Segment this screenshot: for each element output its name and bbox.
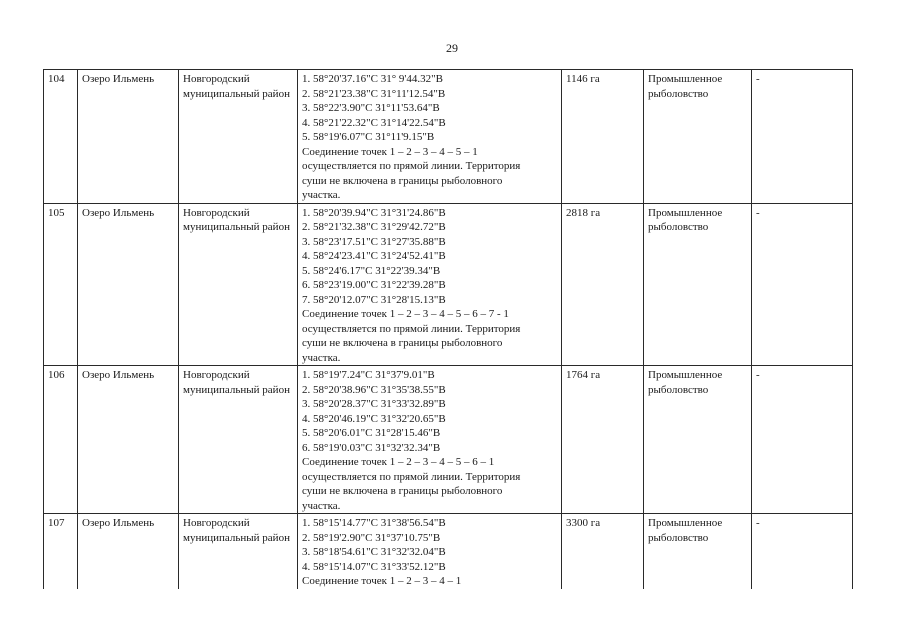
coordinate-point: 5. 58°20'6.01"С 31°28'15.46"В <box>302 427 441 439</box>
coordinate-point: 1. 58°15'14.77"С 31°38'56.54"В <box>302 517 446 529</box>
connection-text: Соединение точек 1 – 2 – 3 – 4 – 5 – 6 – 7 - 1 <box>302 308 509 320</box>
coordinate-point: 3. 58°18'54.61"С 31°32'32.04"В <box>302 546 446 558</box>
district: Новгородский муниципальный район <box>179 203 298 366</box>
coordinate-point: 1. 58°19'7.24"С 31°37'9.01"В <box>302 369 435 381</box>
area: 3300 га <box>562 514 644 589</box>
coordinate-point: 3. 58°23'17.51"С 31°27'35.88"В <box>302 235 446 248</box>
coordinate-point: 2. 58°21'23.38"С 31°11'12.54"В <box>302 87 446 100</box>
coordinate-point: 2. 58°19'2.90"С 31°37'10.75"В <box>302 531 441 544</box>
coordinate-point: 4. 58°24'23.41"С 31°24'52.41"В <box>302 250 446 262</box>
fishing-areas-table <box>43 69 853 589</box>
water-body-name: Озеро Ильмень <box>78 203 179 366</box>
water-body-name: Озеро Ильмень <box>78 366 179 514</box>
connection-text: Соединение точек 1 – 2 – 3 – 4 – 5 – 6 – 1 <box>302 456 495 468</box>
note: - <box>752 366 853 514</box>
note: - <box>752 70 853 204</box>
row-number: 107 <box>44 514 78 589</box>
table-row <box>44 514 853 589</box>
coordinate-point: 1. 58°20'37.16"С 31° 9'44.32"В <box>302 73 443 85</box>
purpose: Промышленное рыболовство <box>644 203 752 366</box>
connection-text: осуществляется по прямой линии. Территория <box>302 322 521 335</box>
row-number: 104 <box>44 70 78 204</box>
purpose: Промышленное рыболовство <box>644 70 752 204</box>
coordinate-point: 4. 58°21'22.32"С 31°14'22.54"В <box>302 116 446 129</box>
coordinates-cell <box>298 514 562 589</box>
connection-text: участка. <box>302 351 341 364</box>
coordinates-cell <box>298 203 562 366</box>
page-number: 29 <box>446 41 458 55</box>
area: 1146 га <box>562 70 644 204</box>
district: Новгородский муниципальный район <box>179 70 298 204</box>
purpose: Промышленное рыболовство <box>644 514 752 589</box>
coordinates-cell <box>298 70 562 204</box>
water-body-name: Озеро Ильмень <box>78 514 179 589</box>
coordinate-point: 2. 58°21'32.38"С 31°29'42.72"В <box>302 221 446 233</box>
connection-text: Соединение точек 1 – 2 – 3 – 4 – 5 – 1 <box>302 145 478 158</box>
area: 1764 га <box>562 366 644 514</box>
coordinate-point: 4. 58°20'46.19"С 31°32'20.65"В <box>302 412 446 425</box>
table-row <box>44 203 853 366</box>
connection-text: осуществляется по прямой линии. Территория <box>302 160 521 172</box>
coordinate-point: 7. 58°20'12.07"С 31°28'15.13"В <box>302 293 446 306</box>
table-row <box>44 366 853 514</box>
coordinate-point: 3. 58°22'3.90"С 31°11'53.64"В <box>302 102 440 114</box>
coordinate-point: 1. 58°20'39.94"С 31°31'24.86"В <box>302 206 446 219</box>
note: - <box>752 514 853 589</box>
coordinates-cell <box>298 366 562 514</box>
connection-text: Соединение точек 1 – 2 – 3 – 4 – 1 <box>302 575 462 587</box>
row-number: 105 <box>44 203 78 366</box>
purpose: Промышленное рыболовство <box>644 366 752 514</box>
connection-text: участка. <box>302 499 341 512</box>
note: - <box>752 203 853 366</box>
coordinate-point: 3. 58°20'28.37"С 31°33'32.89"В <box>302 398 446 410</box>
water-body-name: Озеро Ильмень <box>78 70 179 204</box>
coordinate-point: 6. 58°23'19.00"С 31°22'39.28"В <box>302 279 446 291</box>
coordinate-point: 2. 58°20'38.96"С 31°35'38.55"В <box>302 383 446 396</box>
table-row <box>44 70 853 204</box>
coordinate-point: 5. 58°24'6.17"С 31°22'39.34"В <box>302 264 441 277</box>
coordinate-point: 4. 58°15'14.07"С 31°33'52.12"В <box>302 560 446 573</box>
district: Новгородский муниципальный район <box>179 514 298 589</box>
connection-text: осуществляется по прямой линии. Территория <box>302 470 521 483</box>
coordinate-point: 5. 58°19'6.07"С 31°11'9.15"В <box>302 131 435 143</box>
connection-text: суши не включена в границы рыболовного <box>302 174 503 187</box>
district: Новгородский муниципальный район <box>179 366 298 514</box>
connection-text: суши не включена в границы рыболовного <box>302 337 503 349</box>
coordinate-point: 6. 58°19'0.03"С 31°32'32.34"В <box>302 441 441 454</box>
area: 2818 га <box>562 203 644 366</box>
row-number: 106 <box>44 366 78 514</box>
connection-text: участка. <box>302 189 341 201</box>
connection-text: суши не включена в границы рыболовного <box>302 485 503 497</box>
